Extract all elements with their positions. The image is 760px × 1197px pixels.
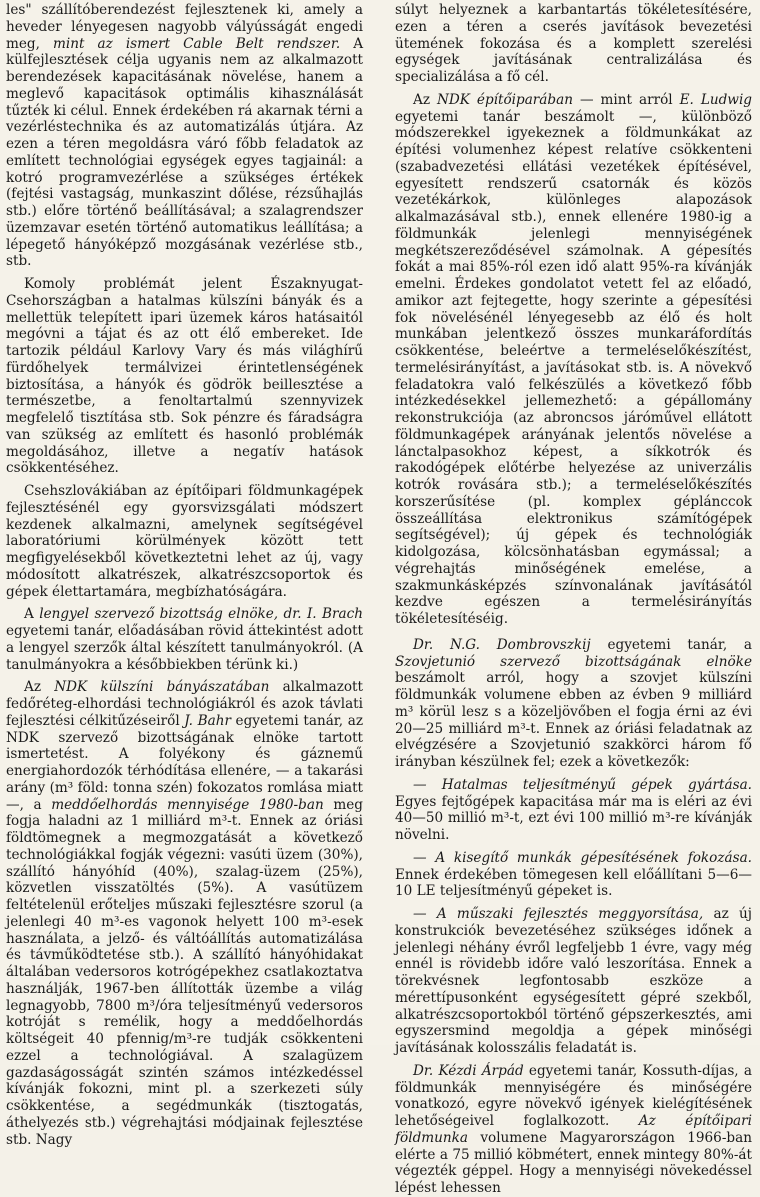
- left-column: [6, 2, 363, 1148]
- paragraph: [6, 483, 363, 600]
- body-text: beszámolt arról, hogy a szovjet külszíni földmunkák volumene ebben az évben 9 milliárd m³ körül lesz s a közeljövőben el fogja érni az évi 20—25 milliárd m³-t. Ennek az óriási feladatnak az elvégzésére a Szovjetunió szakkörci három fő irányban készülnek fel; ezek a következők:: [395, 670, 752, 770]
- emphasis-text: J. Bahr: [184, 712, 231, 729]
- emphasis-text: Szovjetunió szervező bizottságának elnöke: [395, 653, 752, 670]
- body-text: egyetemi tanár, Kossuth-díjas, a földmunkák mennyiségére és minőségére vonatkozó, egyre növekvő igények kielégítésének lehetőségeivel foglalkozott.: [395, 1062, 752, 1129]
- paragraph: [395, 850, 752, 900]
- paragraph: [395, 2, 752, 86]
- body-text: Az: [24, 679, 55, 696]
- paragraph: [395, 637, 752, 771]
- body-text: Komoly problémát jelent Északnyugat-Csehországban a hatalmas külszíni bányák és a mellettük telepített ipari üzemek káros hatásaitól megóvni a tájat és az ott élő embereket. Ide tartozik például Karlovy Vary és más világhírű fürdőhelyek termálvizei érintetlenségének biztosítása, a hányók és gödrök beillesztése a természetbe, a fenoltartalmú szennyvizek megfelelő tisztítása stb. Sok pénzre és fáradságra van szükség az említett és hasonló problémák megoldásához, illetve a negatív hatások csökkentéséhez.: [6, 276, 363, 477]
- emphasis-text: meddőelhordás mennyisége 1980-ban: [51, 796, 324, 813]
- body-text: A külfejlesztések célja ugyanis nem az alkalmazott berendezések kapacitásának növelése, hanem a meglevő kapacitások optimális kihasználását tűzték ki célul. Ennek érdekében rá akarnak térni a vezérléstechnika és az automatizálás útjára. Az ezen a téren megoldásra váró főbb feladatok az említett technológiai egységek egyes tagjainál: a kotró programvezérlése a szükséges értékek (fejtési vastagság, munkaszint dőlése, rézsűhajlás stb.) előre történő beállításával; a szalagrendszer üzemzavar esetén történő automatikus leállítása; a lépegető hányóképző mozgásának vezérlése stb., stb.: [6, 35, 364, 270]
- body-text: alkalmazott fedőréteg-elhordási technológiákról és azok távlati fejlesztési célkitűzéseiről: [6, 679, 363, 729]
- body-text: egyetemi tanár, az NDK szervező bizottságának elnöke tartott ismertetést. A folyékony és gáznemű energiahordozók térhódítása ellenére, — a takarási arány (m³ föld: tonna szén) fokozatos romlása miatt —, a: [6, 712, 363, 813]
- body-text: Az: [413, 91, 437, 108]
- body-text: súlyt helyeznek a karbantartás tökéletesítésére, ezen a téren a cserés javítások bevezetési ütemének fokozása és a komplett szerelési egységek javításának centralizálása és specializálása a fő cél.: [395, 2, 752, 85]
- emphasis-text: lengyel szervező bizottság elnöke, dr. I. Brach: [39, 606, 363, 623]
- emphasis-text: E. Ludwig: [679, 91, 752, 108]
- emphasis-text: — A kisegítő munkák gépesítésének fokozása.: [413, 849, 752, 866]
- emphasis-text: Dr. Kézdi Árpád: [413, 1062, 524, 1079]
- right-column: [395, 2, 752, 1197]
- paragraph: [395, 92, 752, 628]
- body-text: A: [24, 606, 40, 623]
- body-text: Ennek érdekében tömegesen kell előállítani 5—6—10 LE teljesítményű gépeket is.: [395, 866, 752, 900]
- paragraph: [6, 679, 363, 1148]
- body-text: egyetemi tanár, előadásában rövid áttekintést adott a lengyel szerzők által készített tanulmányokról. (A tanulmányokra a későbbiekben térünk ki.): [6, 623, 363, 673]
- body-text: egyetemi tanár beszámolt —, különböző módszerekkel igyekeznek a földmunkákat az építési volumenhez képest relatíve csökkenteni (szabadvezetési ellátási vezetékek építésével, egyesített rendszerű csatornák és közös vezetékárkok, különleges alapozások alkalmazásával stb.), ennek ellenére 1980-ig a földmunkák jelenlegi mennyiségének megkétszereződésével számolnak. A gépesítés fokát a mai 85%-ról ezen idő alatt 95%-ra kívánják emelni. Érdekes gondolatot vetett fel az előadó, amikor azt fejtegette, hogy szerinte a gépesítési fok növelésénél lényegesebb az élő és holt munkában jelentkező összes munkaráfordítás csökkentése, beleértve a termeléselőkészítést, termelésirányítást, a javításokat stb. is. A növekvő feladatokra való felkészülés a következő főbb intézkedésekkel jellemezhető: a gépállomány rekonstrukciója (az abroncsos járóművel ellátott földmunkagépek arányának jelentős növelése a lánctalpasokhoz képest, a síkkotrók és rakodógépek előtérbe helyezése az univerzális kotrók rovására stb.); a termeléselőkészítés korszerűsítése (pl. komplex géplánccok összeállítása elektronikus számítógépek segítségével); új gépek és technológiák kidolgozása, kölcsönhatásban egymással; a végrehajtás minőségének emelése, a szakmunkásképzés színvonalának javításától kezdve egészen a termelésirányítás tökéletesítéséig.: [395, 108, 752, 627]
- paragraph: [395, 1063, 752, 1197]
- paragraph: [395, 906, 752, 1057]
- emphasis-text: — A műszaki fejlesztés meggyorsítása,: [413, 906, 704, 922]
- body-text: az új konstrukciók bevezetéséhez szükséges időnek a jelenlegi néhány évről legfeljebb 1 évre, vagy még ennél is rövidebb időre való leszorítása. Ennek a törekvésnek legfontosabb eszköze a mérettípusonként egységesített gépré szekből, alkatrészcsoportokból történő gépszerkesztés, ami egyszersmind megoldja a gépek minőségi javításának kolosszális feladatát is.: [395, 906, 752, 1056]
- emphasis-text: Az építőipari földmunka: [395, 1113, 752, 1146]
- emphasis-text: NDK építőiparában: [436, 91, 573, 108]
- body-text: meg fogja haladni az 1 milliárd m³-t. Ennek az óriási földtömegnek a megmozgatását a következő technológiákkal fogják végezni: vasúti üzem (30%), szállító hányóhíd (40%), szalag-üzem (25%), közvetlen visszatöltés (5%). A vasútüzem feltételenül erőteljes műszaki fejlesztésre szorul (a jelenlegi 40 m³-es vagonok helyett 100 m³-esek használata, a jelző- és váltóállítás automatizálása és távműködtetése stb.). A szállító hányóhidakat általában vedersoros kotrógépekhez csatlakoztatva használják, 1967-ben állították üzembe a világ legnagyobb, 7800 m³/óra teljesítményű vedersoros kotróját s remélik, hogy a meddőelhordás költségeit 40 pfennig/m³-re tudják csökkenteni ezzel a technológiával. A szalagüzem gazdaságosságát szintén számos intézkedéssel kívánják fokozni, mint pl. a szerkezeti súly csökkentése, a segédmunkák (tisztogatás, áthelyezés stb.) végrehajtási módjainak fejlesztése stb. Nagy: [6, 796, 363, 1148]
- paragraph: [6, 276, 363, 477]
- body-text: Egyes fejtőgépek kapacitása már ma is eléri az évi 40—50 millió m³-t, ezt évi 100 millió m³-re kívánják növelni.: [395, 793, 752, 843]
- emphasis-text: — Hatalmas teljesítményű gépek gyártása.: [413, 776, 752, 793]
- paragraph: [395, 777, 752, 844]
- emphasis-text: NDK külszíni bányászatában: [54, 679, 270, 696]
- body-text: egyetemi tanár, a: [590, 636, 752, 653]
- paragraph: [6, 2, 363, 270]
- emphasis-text: Dr. N.G. Dombrovszkij: [413, 636, 591, 653]
- body-text: les" szállítóberendezést fejlesztenek ki, amely a heveder lényegesen nagyobb vályússágát engedi meg,: [6, 2, 363, 52]
- paragraph: [6, 606, 363, 673]
- body-text: volumene Magyarországon 1966-ban elérte a 75 millió köbmétert, ennek mintegy 80%-át végezték géppel. Hogy a mennyiségi növekedéssel lépést lehessen: [395, 1129, 752, 1196]
- body-text: Csehszlovákiában az építőipari földmunkagépek fejlesztésénél egy gyorsvizsgálati módszert kezdenek alkalmazni, amelynek segítségével laboratóriumi körülmények között tett megfigyelésekből következtetni lehet az új, vagy módosított alkatrészek, alkatrészcsoportok és gépek élettartamára, megbízhatóságára.: [6, 483, 363, 600]
- body-text: — mint arról: [572, 91, 680, 108]
- emphasis-text: mint az ismert Cable Belt rendszer.: [53, 35, 341, 52]
